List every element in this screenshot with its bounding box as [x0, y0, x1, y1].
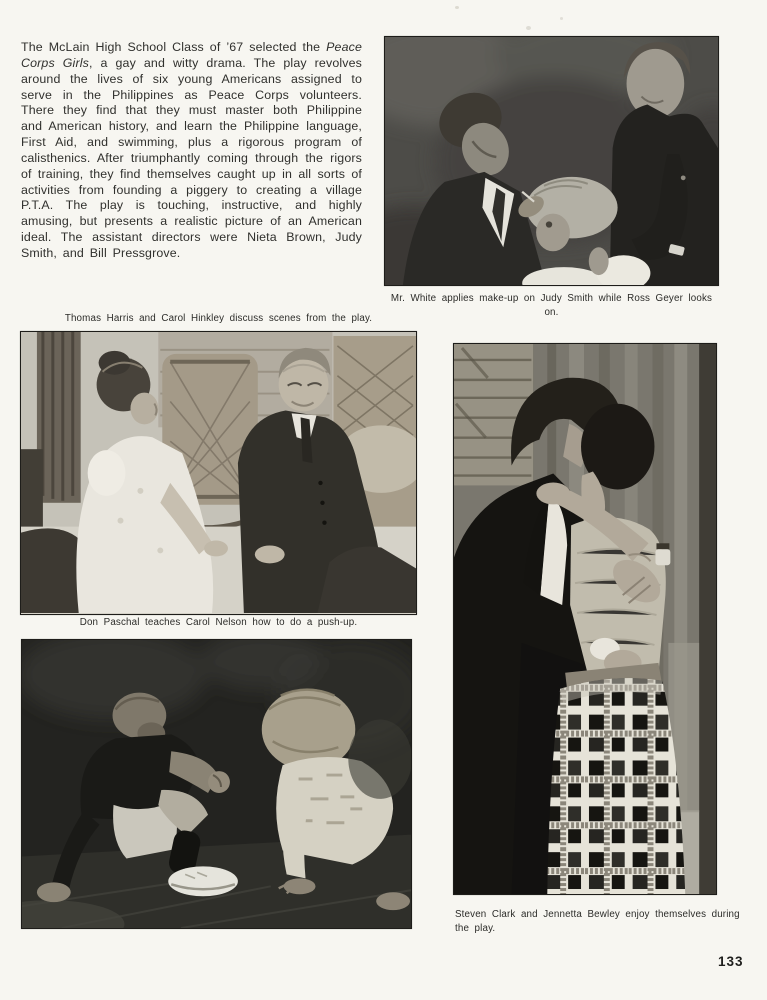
- photo-pushup-scene: [21, 639, 412, 929]
- photo-embrace-scene: [453, 343, 717, 895]
- photo-discussion-scene: [20, 331, 417, 615]
- play-title: Peace Corps Girls: [21, 40, 362, 70]
- intro-lead: The McLain High School Class of ’67 selected the: [21, 40, 327, 54]
- photo-pushup-image: [22, 640, 411, 928]
- caption-makeup: Mr. White applies make-up on Judy Smith while Ross Geyer looks on.: [390, 293, 713, 318]
- caption-pushup: Don Paschal teaches Carol Nelson how to do a push-up.: [79, 617, 358, 628]
- scan-speck: [455, 6, 459, 9]
- photo-makeup-image: [385, 37, 718, 285]
- photo-embrace-image: [454, 344, 716, 894]
- scan-speck: [526, 26, 531, 30]
- caption-discuss: Thomas Harris and Carol Hinkley discuss scenes from the play.: [64, 313, 373, 324]
- photo-discussion-image: [21, 332, 416, 614]
- caption-embrace: Steven Clark and Jennetta Bewley enjoy themselves during the play.: [455, 909, 740, 934]
- page-number: 133: [718, 954, 744, 969]
- intro-paragraph: [21, 40, 362, 262]
- intro-body: , a gay and witty drama. The play revolves around the lives of six young Americans assigned to serve in the Philippines as Peace Corps volunteers. There they find that they must master both Philippine and American history, and learn the Philippine language, First Aid, and swimming, plus a rigorous program of calisthenics. After triumphantly coming through the rigors of training, they find themselves caught up in all sorts of activities from founding a piggery to creating a village P.T.A. The play is touching, instructive, and highly amusing, but presents a realistic picture of an American ideal. The assistant directors were Nieta Brown, Judy Smith, and Bill Pressgrove.: [21, 55, 362, 260]
- photo-makeup-scene: [384, 36, 719, 286]
- scan-speck: [560, 17, 563, 20]
